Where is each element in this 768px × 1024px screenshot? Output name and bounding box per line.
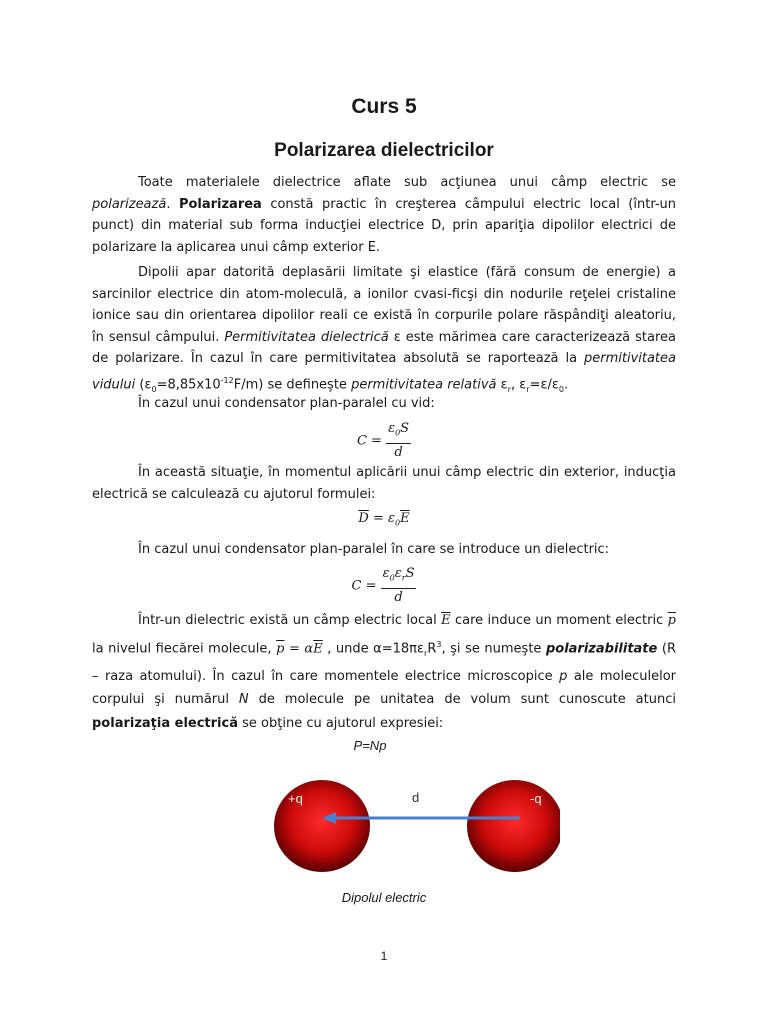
fraction: $\frac{\varepsilon_0S}{d}$ [388, 421, 410, 460]
paragraph-4: În această situaţie, în momentul aplicării unui câmp electric din exterior, inducţia electrică se calculează cu ajutorul formulei: [92, 465, 676, 502]
equation-capacitance-vacuum: C = $\frac{\varepsilon_0S}{d}$ [356, 421, 410, 460]
positive-charge-label: +q [288, 791, 303, 806]
negative-charge-sphere [467, 780, 560, 872]
figure-caption: Dipolul electric [341, 890, 427, 905]
negative-charge-label: -q [530, 791, 542, 806]
paragraph-1: Toate materialele dielectrice aflate sub acţiunea unui câmp electric se polarizează. Polarizarea constă practic în creşterea câmpului electric local (într-un punct) din material sub forma inducţiei electrice D, prin apariţia dipolilor electrici de polarizare la aplicarea unui câmp exterior E. [92, 175, 676, 255]
section-subtitle: Polarizarea dielectricilor [274, 140, 494, 161]
paragraph-3: În cazul unui condensator plan-paralel cu vid: [138, 396, 435, 411]
paragraph-2: Dipolii apar datorită deplasării limitate şi elastice (fără consum de energie) a sarcinilor electrice din atom-moleculă, a ionilor cvasi-ficşi din nodurile reţelei cristaline ionice sau din orientarea dipolilor reali ce există în corpurile polare răspândiţi aleatoriu, în sensul câmpului. Permitivitatea dielectrică ε este mărimea care caracterizează starea de polarizare. În cazul în care permitivitatea absolută se raportează la permitivitatea vidului $(\varepsilon_0=8,85x10^{-12}F/m)$ se defineşte permitivitatea relativă $\varepsilon_r$, $\varepsilon_r=\varepsilon/\varepsilon_0$. [92, 265, 676, 394]
equation-electric-induction: $\overline{D} = \varepsilon_0\overline{E}$ [358, 511, 410, 528]
fraction: $\frac{\varepsilon_0\varepsilon_rS}{d}$ [382, 566, 415, 605]
page-number: 1 [380, 949, 388, 963]
paragraph-6: Într-un dielectric există un câmp electric local $\overline{E}$ care induce un moment electric $\overline{p}$ la nivelul fiecărei molecule, $\overline{p} = \alpha\overline{E}$ , unde $\alpha=18\pi\varepsilon_rR^3$, şi se numeşte polarizabilitate (R – raza atomului). În cazul în care momentele electrice microscopice p ale moleculelor corpului şi numărul N de molecule pe unitatea de volum sunt cunoscute atunci polarizaţia electrică se obţine cu ajutorul expresiei: [92, 613, 676, 731]
paragraph-5: În cazul unui condensator plan-paralel în care se introduce un dielectric: [138, 542, 610, 557]
equation-polarization: P=Np [353, 738, 387, 753]
page-title: Curs 5 [351, 95, 417, 118]
distance-label: d [412, 790, 420, 805]
equation-capacitance-dielectric: C = $\frac{\varepsilon_0\varepsilon_rS}{d}$ [351, 566, 415, 605]
